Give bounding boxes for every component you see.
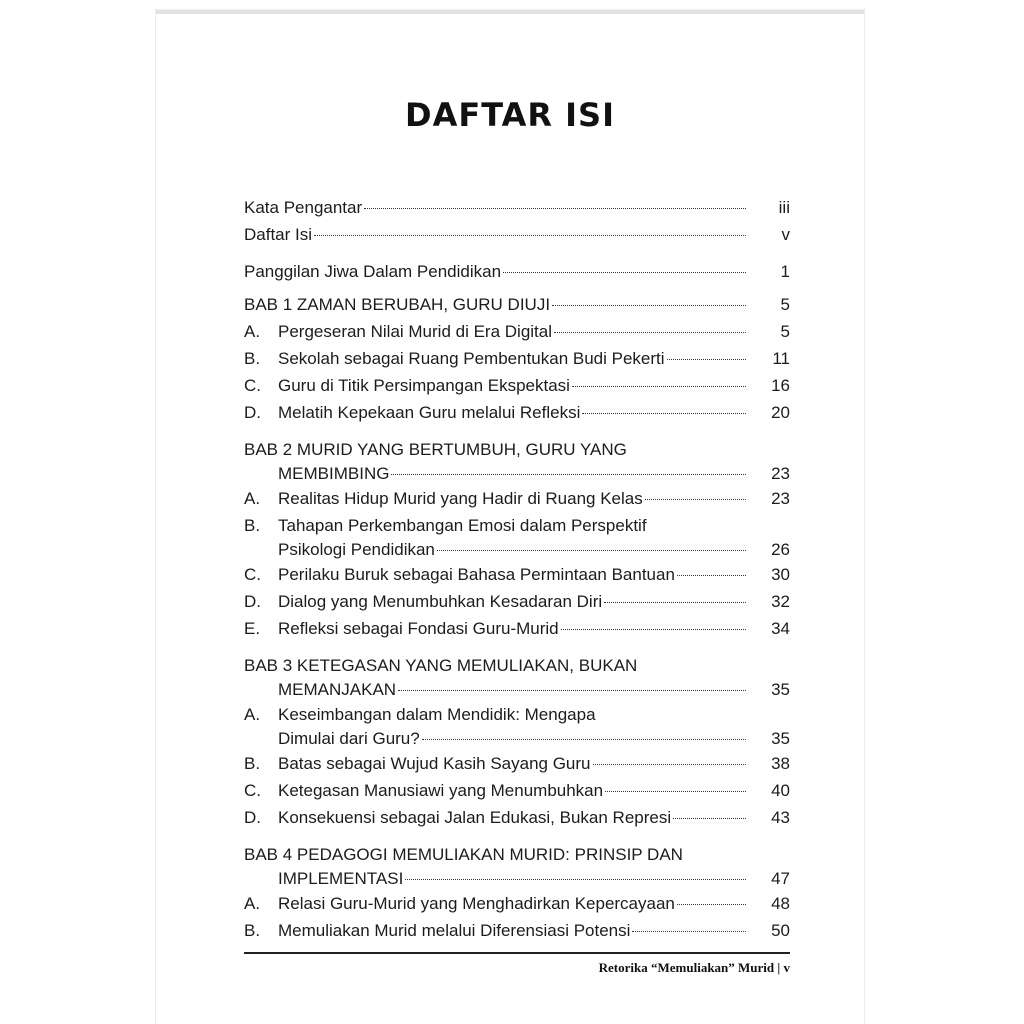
toc-entry — [244, 347, 790, 373]
dot-leader — [561, 629, 746, 630]
dot-leader — [552, 305, 746, 306]
toc-entry-title: Memuliakan Murid melalui Diferensiasi Potensi — [278, 921, 631, 940]
toc-entry-letter: C. — [244, 781, 261, 800]
toc-entry — [244, 514, 790, 564]
toc-entry-letter: D. — [244, 403, 261, 422]
dot-leader — [437, 550, 746, 551]
toc-entry — [244, 293, 790, 319]
toc-page-number: 38 — [771, 754, 790, 773]
toc-entry-title-continued: MEMBIMBING — [278, 464, 390, 483]
toc-entry — [244, 617, 790, 643]
toc-entry-title: Pergeseran Nilai Murid di Era Digital — [278, 322, 553, 341]
dot-leader — [593, 764, 747, 765]
dot-leader — [554, 332, 746, 333]
toc-entry-title: Konsekuensi sebagai Jalan Edukasi, Bukan Represi — [278, 808, 672, 827]
toc-page-number: 1 — [780, 262, 790, 281]
toc-entry-letter: B. — [244, 754, 261, 773]
toc-entry-title: Kata Pengantar — [244, 198, 363, 217]
toc-entry-letter: A. — [244, 322, 261, 341]
dot-leader — [673, 818, 746, 819]
toc-entry-title: Panggilan Jiwa Dalam Pendidikan — [244, 262, 502, 281]
toc-entry — [244, 806, 790, 832]
toc-entry-title: BAB 4 PEDAGOGI MEMULIAKAN MURID: PRINSIP DAN — [244, 845, 683, 864]
dot-leader — [503, 272, 746, 273]
toc-page-number: 5 — [780, 322, 790, 341]
toc-entry-title: Guru di Titik Persimpangan Ekspektasi — [278, 376, 570, 395]
toc-entry — [244, 843, 790, 893]
toc-entry-title: Refleksi sebagai Fondasi Guru-Murid — [278, 619, 559, 638]
toc-page-number: 30 — [771, 565, 790, 584]
toc-entry-title: Relasi Guru-Murid yang Menghadirkan Kepercayaan — [278, 894, 675, 913]
toc-entry-title: Perilaku Buruk sebagai Bahasa Permintaan Bantuan — [278, 565, 675, 584]
toc-page-number: iii — [778, 198, 790, 217]
toc-entry — [244, 752, 790, 778]
footer-rule — [244, 952, 790, 954]
toc-entry-title: Tahapan Perkembangan Emosi dalam Perspektif — [278, 516, 647, 535]
toc-entry-title: Batas sebagai Wujud Kasih Sayang Guru — [278, 754, 591, 773]
toc-entry-letter: B. — [244, 921, 261, 940]
toc-page-number: v — [781, 225, 790, 244]
toc-page-number: 47 — [771, 869, 790, 888]
toc-entry-title-continued: Psikologi Pendidikan — [278, 540, 435, 559]
toc-page-number: 35 — [771, 680, 790, 699]
toc-entry-letter: A. — [244, 489, 261, 508]
toc-page-number: 26 — [771, 540, 790, 559]
toc-page-number: 43 — [771, 808, 790, 827]
toc-entry — [244, 703, 790, 753]
toc-entry-title: Keseimbangan dalam Mendidik: Mengapa — [278, 705, 596, 724]
toc-entry-title: BAB 3 KETEGASAN YANG MEMULIAKAN, BUKAN — [244, 656, 638, 675]
toc-entry-title-continued: MEMANJAKAN — [278, 680, 397, 699]
toc-entry — [244, 892, 790, 918]
toc-entry-title: BAB 1 ZAMAN BERUBAH, GURU DIUJI — [244, 295, 551, 314]
toc-page-number: 35 — [771, 729, 790, 748]
dot-leader — [605, 791, 746, 792]
toc-entry — [244, 487, 790, 513]
toc-entry-title-continued: Dimulai dari Guru? — [278, 729, 420, 748]
toc-page-number: 5 — [780, 295, 790, 314]
toc-entry — [244, 438, 790, 488]
toc-entry — [244, 196, 790, 222]
toc-entry-title: Sekolah sebagai Ruang Pembentukan Budi Pekerti — [278, 349, 665, 368]
dot-leader — [391, 474, 746, 475]
toc-page-number: 20 — [771, 403, 790, 422]
toc-entry — [244, 654, 790, 704]
toc-entry-letter: E. — [244, 619, 261, 638]
toc-entry — [244, 260, 790, 286]
toc-page-number: 16 — [771, 376, 790, 395]
dot-leader — [604, 602, 746, 603]
toc-page-number: 23 — [771, 464, 790, 483]
toc-entry — [244, 563, 790, 589]
toc-entry-title: Daftar Isi — [244, 225, 313, 244]
dot-leader — [314, 235, 746, 236]
dot-leader — [364, 208, 746, 209]
dot-leader — [632, 931, 746, 932]
toc-entry-title: Ketegasan Manusiawi yang Menumbuhkan — [278, 781, 604, 800]
page-top-edge — [156, 10, 864, 14]
toc-entry-title: Dialog yang Menumbuhkan Kesadaran Diri — [278, 592, 603, 611]
toc-entry — [244, 320, 790, 346]
book-page — [156, 10, 864, 1024]
toc-entry-title: Realitas Hidup Murid yang Hadir di Ruang Kelas — [278, 489, 643, 508]
toc-entry-letter: B. — [244, 516, 261, 535]
toc-entry-letter: B. — [244, 349, 261, 368]
toc-page-number: 40 — [771, 781, 790, 800]
toc-entry — [244, 919, 790, 945]
toc-entry-letter: C. — [244, 565, 261, 584]
toc-entry-title: BAB 2 MURID YANG BERTUMBUH, GURU YANG — [244, 440, 627, 459]
toc-page-number: 34 — [771, 619, 790, 638]
page-title: DAFTAR ISI — [405, 96, 615, 134]
toc-page-number: 32 — [771, 592, 790, 611]
toc-page-number: 48 — [771, 894, 790, 913]
toc-entry-letter: C. — [244, 376, 261, 395]
dot-leader — [405, 879, 746, 880]
toc-entry-letter: D. — [244, 592, 261, 611]
toc-page-number: 11 — [772, 349, 790, 368]
toc-entry-letter: A. — [244, 894, 261, 913]
toc-entry-title: Melatih Kepekaan Guru melalui Refleksi — [278, 403, 581, 422]
toc-page-number: 50 — [771, 921, 790, 940]
dot-leader — [572, 386, 746, 387]
running-footer: Retorika “Memuliakan” Murid | v — [598, 960, 790, 975]
toc-entry — [244, 374, 790, 400]
dot-leader — [645, 499, 746, 500]
toc-entry-letter: D. — [244, 808, 261, 827]
dot-leader — [582, 413, 746, 414]
toc-entry-letter: A. — [244, 705, 261, 724]
toc-entry — [244, 590, 790, 616]
dot-leader — [667, 359, 746, 360]
dot-leader — [422, 739, 746, 740]
toc-entry-title-continued: IMPLEMENTASI — [278, 869, 404, 888]
toc-entry — [244, 223, 790, 249]
toc-entry — [244, 779, 790, 805]
dot-leader — [677, 575, 746, 576]
dot-leader — [398, 690, 746, 691]
dot-leader — [677, 904, 746, 905]
toc-page-number: 23 — [771, 489, 790, 508]
toc-entry — [244, 401, 790, 427]
